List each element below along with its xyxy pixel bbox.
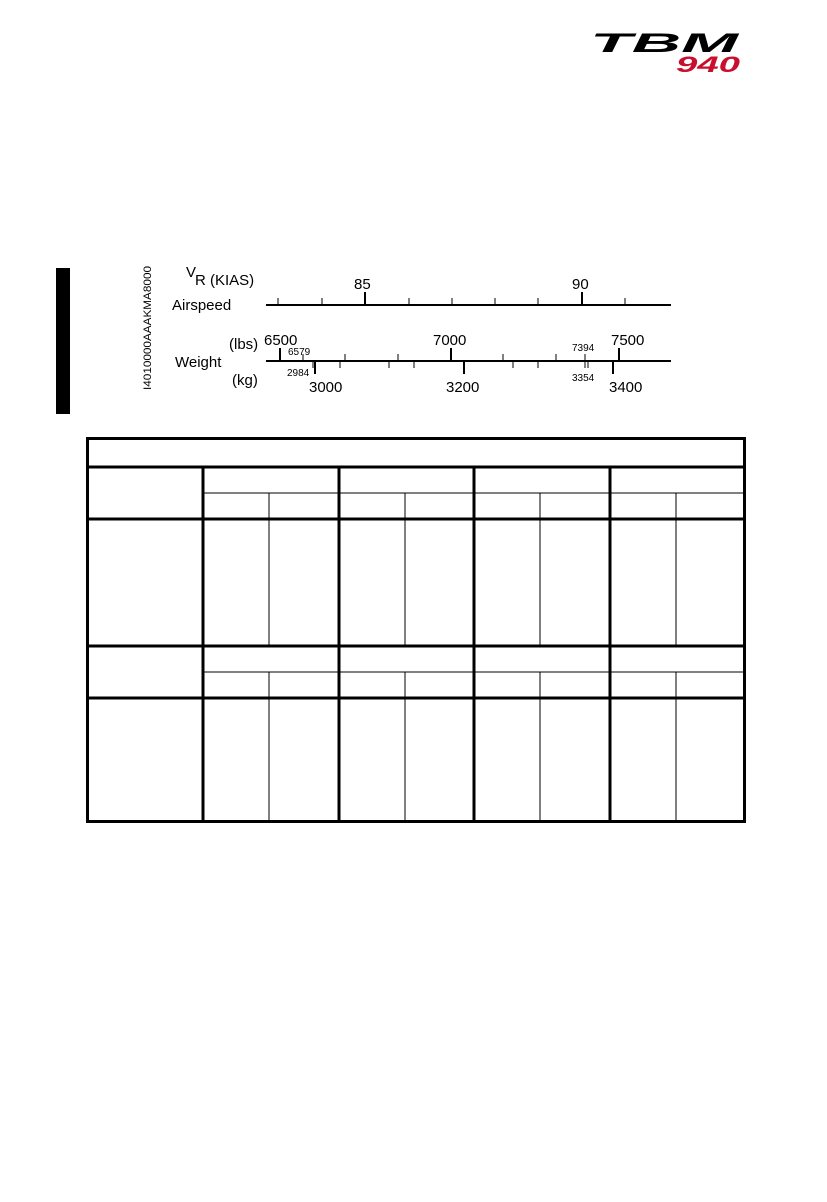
table-frame <box>88 439 745 822</box>
airspeed-minor-ticks <box>278 298 625 305</box>
kg-tick-label: 3400 <box>609 379 643 396</box>
airspeed-label: Airspeed <box>172 297 232 314</box>
logo-main-text: TBM <box>590 28 740 58</box>
table-row-dividers <box>86 519 746 698</box>
lbs-tick-label: 6500 <box>264 332 298 349</box>
kias-unit: (KIAS) <box>210 272 255 289</box>
lbs-mark-label: 7394 <box>572 343 595 354</box>
vr-weight-scale-diagram <box>0 0 827 440</box>
lbs-tick-label: 7000 <box>433 332 467 349</box>
kg-mark-label: 3354 <box>572 373 595 384</box>
logo-sub-text: 940 <box>676 52 742 76</box>
lbs-unit-label: (lbs) <box>229 336 259 353</box>
kg-tick-label: 3200 <box>446 379 480 396</box>
kg-tick-label: 3000 <box>309 379 343 396</box>
figure-id: I4010000AAAKMA8000 <box>142 273 154 390</box>
airspeed-tick-label: 90 <box>572 276 589 293</box>
vr-symbol: V <box>186 264 197 281</box>
lbs-tick-label: 7500 <box>611 332 645 349</box>
kg-unit-label: (kg) <box>232 372 258 389</box>
performance-table <box>86 437 746 823</box>
vr-subscript: R <box>195 272 206 289</box>
weight-label: Weight <box>175 354 222 371</box>
airspeed-tick-label: 85 <box>354 276 371 293</box>
lbs-mark-label: 6579 <box>288 347 311 358</box>
kg-mark-label: 2984 <box>287 368 310 379</box>
